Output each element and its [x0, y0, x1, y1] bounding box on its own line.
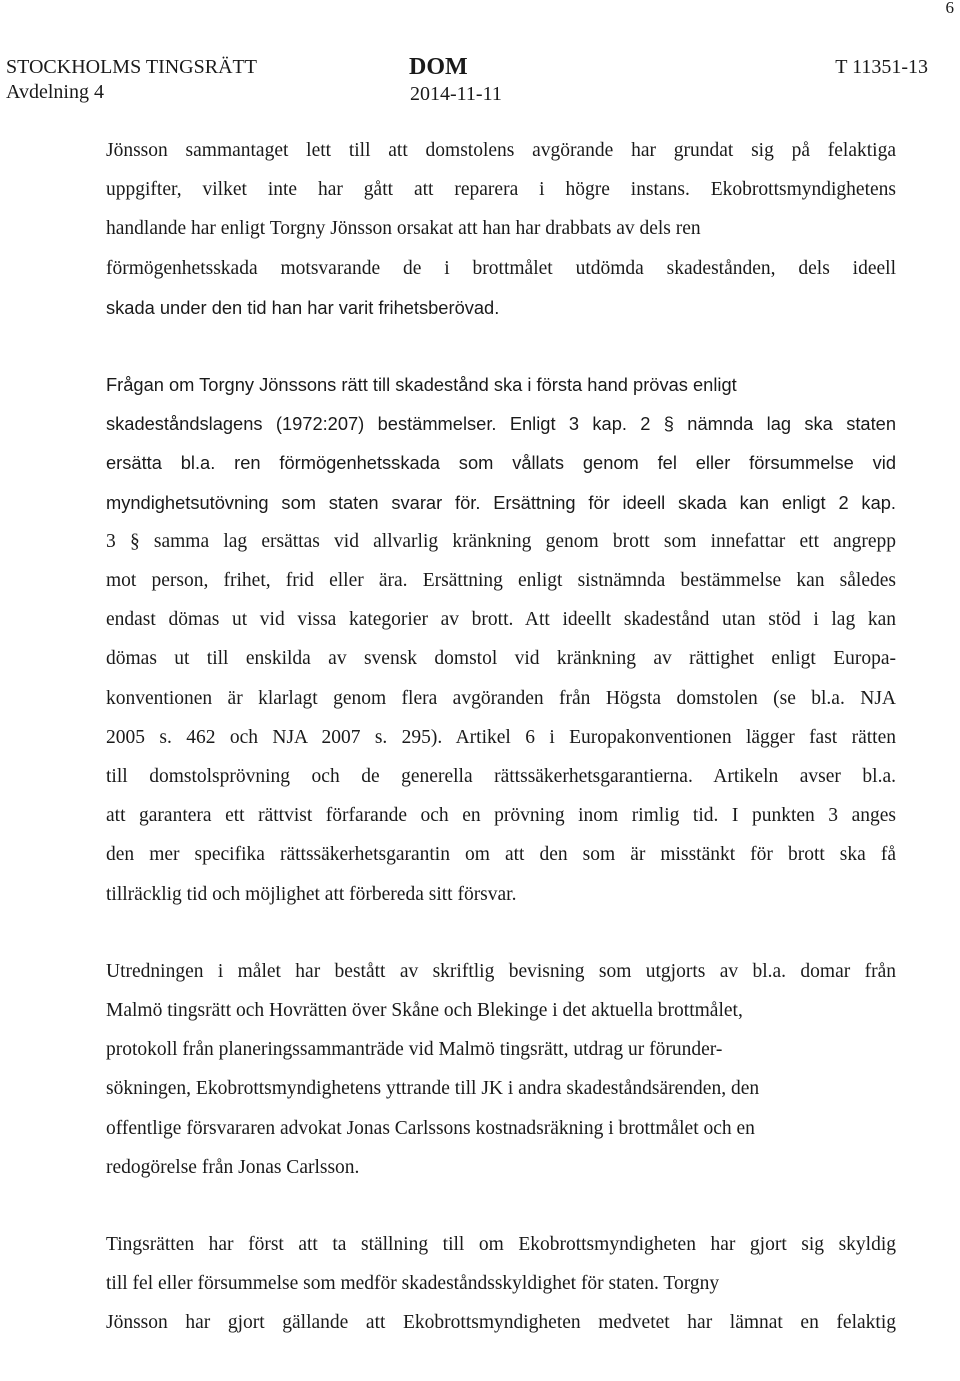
- text-line: Jönsson har gjort gällande att Ekobrottsmyndigheten medvetet har lämnat en felaktig: [106, 1312, 896, 1334]
- court-name: STOCKHOLMS TINGSRÄTT: [6, 56, 257, 78]
- document-header: [6, 56, 928, 112]
- paragraph: [106, 365, 896, 914]
- text-line: Tingsrätten har först att ta ställning till om Ekobrottsmyndigheten har gjort sig skyldig: [106, 1234, 896, 1256]
- paragraph: [106, 131, 896, 327]
- text-line: tillräcklig tid och möjlighet att förbereda sitt försvar.: [106, 883, 517, 905]
- text-line: skadeståndslagens (1972:207) bestämmelser. Enligt 3 kap. 2 § nämnda lag ska staten: [106, 413, 896, 435]
- text-line: offentlige försvararen advokat Jonas Carlssons kostnadsräkning i brottmålet och en: [106, 1117, 755, 1139]
- text-line: handlande har enligt Torgny Jönsson orsakat att han har drabbats av dels ren: [106, 218, 701, 240]
- text-line: endast dömas ut vid vissa kategorier av brott. Att ideellt skadestånd utan stöd i lag kan: [106, 609, 896, 631]
- paragraph: [106, 952, 896, 1187]
- text-line: Utredningen i målet har bestått av skriftlig bevisning som utgjorts av bl.a. domar från: [106, 960, 896, 982]
- text-line: uppgifter, vilket inte har gått att reparera i högre instans. Ekobrottsmyndighetens: [106, 179, 896, 201]
- text-line: sökningen, Ekobrottsmyndighetens yttrande till JK i andra skadeståndsärenden, den: [106, 1078, 760, 1100]
- text-line: förmögenhetsskada motsvarande de i brottmålet utdömda skadestånden, dels ideell: [106, 257, 896, 279]
- text-line: protokoll från planeringssammanträde vid Malmö tingsrätt, utdrag ur förunder-: [106, 1039, 723, 1061]
- text-line: dömas ut till enskilda av svensk domstol vid kränkning av rättighet enligt Europa-: [106, 648, 896, 670]
- case-number: T 11351-13: [835, 56, 928, 78]
- document-body: [106, 131, 896, 1381]
- document-date: 2014-11-11: [410, 83, 502, 105]
- text-line: Jönsson sammantaget lett till att domstolens avgörande har grundat sig på felaktiga: [106, 140, 896, 161]
- text-line: 3 § samma lag ersättas vid allvarlig kränkning genom brott som innefattar ett angrepp: [106, 530, 896, 552]
- text-line: 2005 s. 462 och NJA 2007 s. 295). Artikel 6 i Europakonventionen lägger fast rätten: [106, 726, 896, 748]
- page-number: 6: [945, 0, 954, 17]
- text-line: till fel eller försummelse som medför skadeståndsskyldighet för staten. Torgny: [106, 1273, 720, 1295]
- text-line: skada under den tid han har varit frihetsberövad.: [106, 296, 500, 318]
- document-type: DOM: [409, 54, 468, 80]
- text-line: ersätta bl.a. ren förmögenhetsskada som vållats genom fel eller försummelse vid: [106, 452, 896, 474]
- paragraph: [106, 1225, 896, 1343]
- text-line: Malmö tingsrätt och Hovrätten över Skåne och Blekinge i det aktuella brottmålet,: [106, 1000, 743, 1022]
- text-line: redogörelse från Jonas Carlsson.: [106, 1156, 360, 1178]
- text-line: mot person, frihet, frid eller ära. Ersättning enligt sistnämnda bestämmelse kan således: [106, 570, 896, 592]
- text-line: att garantera ett rättvist förfarande och en prövning inom rimlig tid. I punkten 3 anges: [106, 805, 896, 827]
- text-line: Frågan om Torgny Jönssons rätt till skadestånd ska i första hand prövas enligt: [106, 374, 737, 396]
- text-line: den mer specifika rättssäkerhetsgarantin om att den som är misstänkt för brott ska få: [106, 844, 896, 866]
- text-line: myndighetsutövning som staten svarar för. Ersättning för ideell skada kan enligt 2 kap.: [106, 491, 896, 513]
- court-division: Avdelning 4: [6, 81, 104, 103]
- text-line: till domstolsprövning och de generella rättssäkerhetsgarantierna. Artikeln avser bl.a.: [106, 766, 896, 788]
- text-line: konventionen är klarlagt genom flera avgöranden från Högsta domstolen (se bl.a. NJA: [106, 687, 896, 709]
